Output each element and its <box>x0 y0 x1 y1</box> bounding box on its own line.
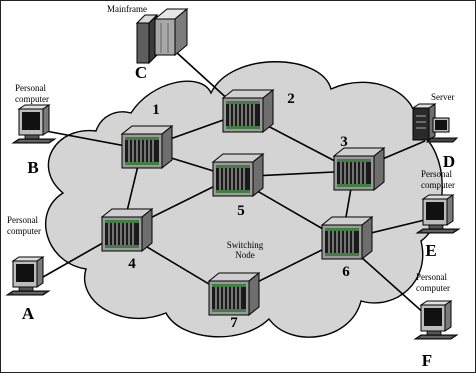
switching-node-2-icon <box>223 90 273 132</box>
station-b-personal-computer-icon <box>13 105 55 143</box>
station-e-caption-line1: Personal <box>421 169 452 179</box>
switching-node-1-label: 1 <box>152 102 160 118</box>
switching-node-6-label: 6 <box>342 264 350 280</box>
station-b-letter: B <box>27 158 39 177</box>
switching-node-5-label: 5 <box>237 203 245 219</box>
station-c-letter: C <box>134 63 148 82</box>
switching-node-5-icon <box>213 154 263 196</box>
switching-node-caption-line1: Switching <box>226 240 264 250</box>
switching-node-4-label: 4 <box>128 256 136 272</box>
station-a-personal-computer-icon <box>7 257 49 295</box>
station-c-caption-line1: Mainframe <box>107 4 147 14</box>
station-f-letter: F <box>421 351 433 370</box>
switching-node-caption-line2: Node <box>235 250 255 260</box>
station-a-caption-line2: computer <box>7 226 41 236</box>
switching-node-1-icon <box>122 126 172 168</box>
station-b-caption-line1: Personal <box>15 83 46 93</box>
station-f-personal-computer-icon <box>415 301 457 339</box>
station-a-caption-line1: Personal <box>7 215 38 225</box>
station-e-letter: E <box>425 241 437 260</box>
station-e-caption-line2: computer <box>421 180 455 190</box>
station-d-caption-line1: Server <box>431 92 455 102</box>
station-a-letter: A <box>21 304 35 323</box>
station-d-server-icon <box>413 104 457 142</box>
switching-node-3-icon <box>334 148 384 190</box>
switching-node-2-label: 2 <box>287 91 295 107</box>
switching-node-7-label: 7 <box>230 315 238 331</box>
station-f-caption-line2: computer <box>416 283 450 293</box>
switching-node-6-icon <box>322 217 372 259</box>
switching-node-7-icon <box>209 273 259 315</box>
switching-node-3-label: 3 <box>340 134 348 150</box>
switching-node-4-icon <box>102 209 152 251</box>
station-d-letter: D <box>442 152 456 171</box>
station-b-caption-line2: computer <box>15 94 49 104</box>
network-diagram-svg <box>1 1 475 372</box>
station-f-caption-line1: Personal <box>416 272 447 282</box>
